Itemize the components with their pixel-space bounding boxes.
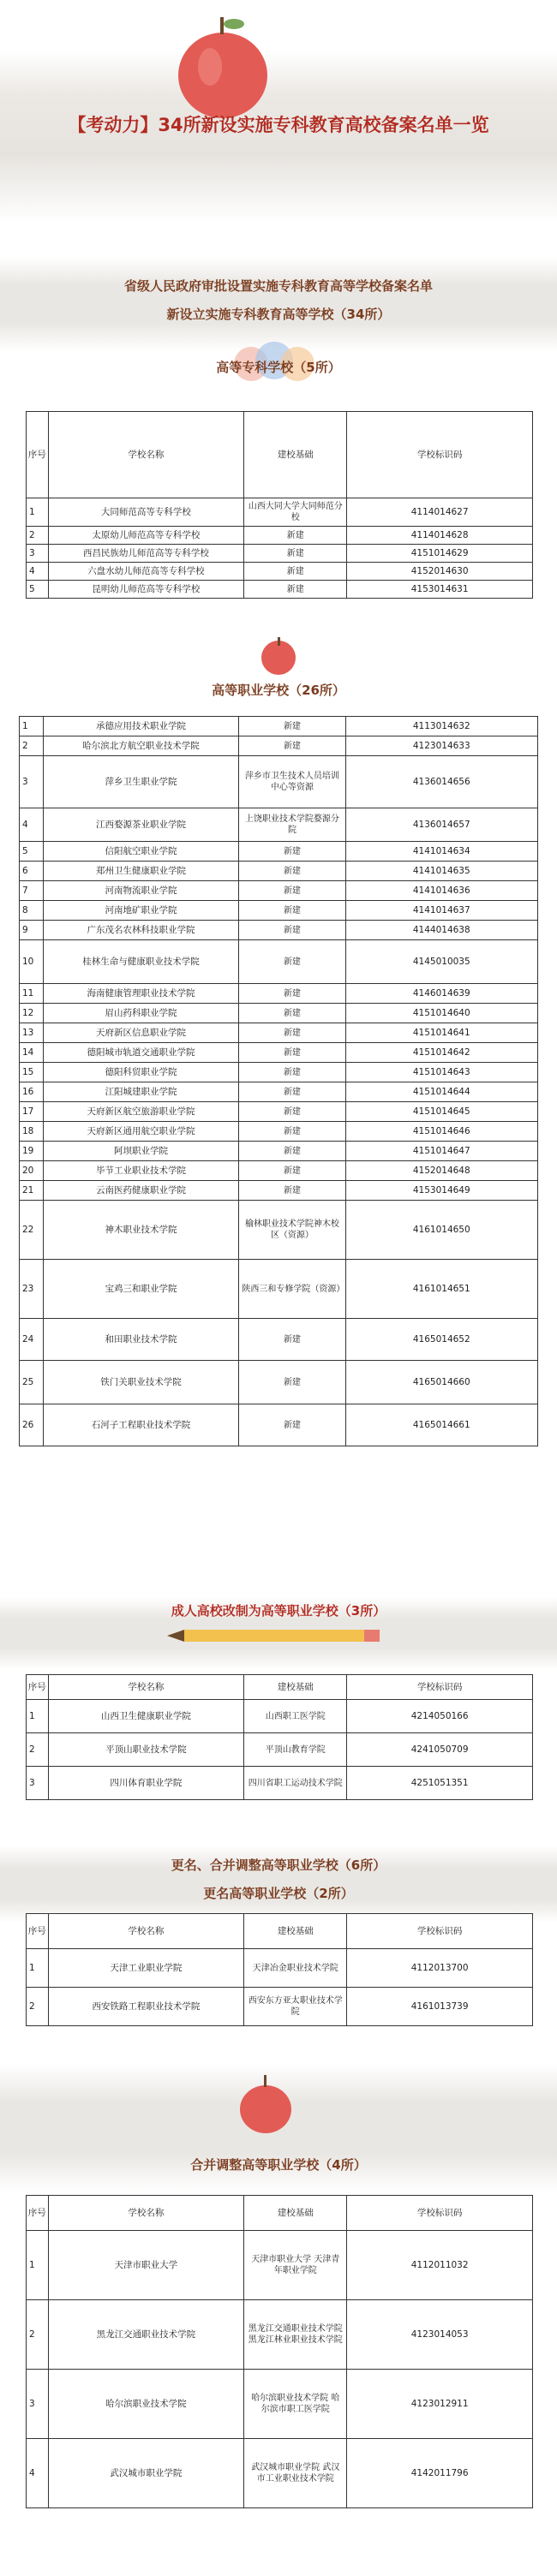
table-row [27, 1733, 533, 1767]
table-header-row [27, 412, 533, 498]
table-cell-name: 山西卫生健康职业学院 [48, 1700, 244, 1733]
table-cell-name: 承德应用技术职业学院 [43, 717, 239, 736]
table-cell-base: 新建 [239, 1102, 345, 1122]
table-cell-name: 阿坝职业学院 [43, 1142, 239, 1161]
table-cell-no: 2 [27, 2300, 49, 2370]
table-cell-code: 4146014639 [345, 984, 537, 1004]
table-row [20, 1142, 538, 1161]
table-cell-code: 4151014646 [345, 1122, 537, 1142]
table-cell-code: 4151014640 [345, 1004, 537, 1023]
table-cell-code: 4214050166 [347, 1700, 533, 1733]
table-cell-name: 江阳城建职业学院 [43, 1082, 239, 1102]
table-cell-no: 13 [20, 1023, 44, 1043]
table-cell-name: 哈尔滨职业技术学院 [48, 2370, 244, 2439]
table-row [20, 808, 538, 842]
apple-icon [176, 9, 270, 120]
table-header-cell: 序号 [27, 412, 49, 498]
table-cell-code: 4114014627 [347, 498, 533, 527]
table-cell-code: 4144014638 [345, 921, 537, 940]
table-cell-base: 新建 [244, 545, 347, 563]
table-cell-base: 新建 [244, 581, 347, 599]
table-cell-base: 平顶山教育学院 [244, 1733, 347, 1767]
table-cell-no: 8 [20, 901, 44, 921]
table-header-cell: 建校基础 [244, 1914, 347, 1949]
table-cell-name: 江西婺源茶业职业学院 [43, 808, 239, 842]
table-cell-code: 4153014649 [345, 1181, 537, 1201]
table-header-cell: 序号 [27, 1914, 49, 1949]
intro-line-2: 新设立实施专科教育高等学校（34所） [166, 307, 391, 322]
table-cell-name: 萍乡卫生职业学院 [43, 756, 239, 808]
table-cell-no: 7 [20, 881, 44, 901]
table-cell-no: 17 [20, 1102, 44, 1122]
page-title: 【考动力】34所新设实施专科教育高校备案名单一览 [68, 115, 489, 135]
table-cell-name: 铁门关职业技术学院 [43, 1361, 239, 1404]
table-cell-no: 15 [20, 1063, 44, 1082]
table-cell-base: 新建 [239, 1181, 345, 1201]
table-cell-code: 4151014643 [345, 1063, 537, 1082]
table-row [20, 1063, 538, 1082]
table-cell-base: 山西大同大学大同师范分校 [244, 498, 347, 527]
table-cell-no: 11 [20, 984, 44, 1004]
table-cell-code: 4165014661 [345, 1404, 537, 1446]
table-cell-no: 24 [20, 1319, 44, 1361]
table-cell-name: 德阳城市轨道交通职业学院 [43, 1043, 239, 1063]
table-cell-base: 新建 [244, 563, 347, 581]
table-cell-code: 4152014630 [347, 563, 533, 581]
table-cell-code: 4151014629 [347, 545, 533, 563]
table-header-cell: 学校名称 [48, 2196, 244, 2231]
table-row [20, 881, 538, 901]
table-cell-no: 4 [27, 563, 49, 581]
table-cell-name: 天府新区航空旅游职业学院 [43, 1102, 239, 1122]
table-cell-no: 5 [20, 842, 44, 862]
table-cell-code: 4153014631 [347, 581, 533, 599]
table-cell-no: 1 [27, 498, 49, 527]
table-cell-code: 4141014637 [345, 901, 537, 921]
table-cell-code: 4141014634 [345, 842, 537, 862]
table-cell-no: 1 [27, 1949, 49, 1988]
table-cell-code: 4123014633 [345, 736, 537, 756]
section-gengming-title: 更名、合并调整高等职业学校（6所） [171, 1857, 386, 1873]
table-row [20, 1004, 538, 1023]
table-header-cell: 学校标识码 [347, 412, 533, 498]
table-cell-no: 19 [20, 1142, 44, 1161]
table-cell-base: 新建 [239, 984, 345, 1004]
section-gengming-subtitle: 更名高等职业学校（2所） [203, 1886, 354, 1901]
table-cell-base: 武汉城市职业学院 武汉市工业职业技术学院 [244, 2439, 347, 2508]
table-cell-name: 太原幼儿师范高等专科学校 [48, 527, 244, 545]
table-cell-no: 25 [20, 1361, 44, 1404]
table-row [20, 940, 538, 984]
header-brush-background [0, 51, 557, 223]
table-row [20, 717, 538, 736]
table-cell-no: 1 [27, 2231, 49, 2300]
table-cell-code: 4161013739 [347, 1988, 533, 2026]
table-cell-base: 新建 [239, 1122, 345, 1142]
table-cell-code: 4141014635 [345, 862, 537, 881]
table-cell-no: 3 [20, 756, 44, 808]
table-cell-code: 4123012911 [347, 2370, 533, 2439]
table-cell-code: 4151014642 [345, 1043, 537, 1063]
table-cell-name: 哈尔滨北方航空职业技术学院 [43, 736, 239, 756]
table-row [27, 1988, 533, 2026]
gaozhi-table [19, 716, 538, 1446]
table-row [20, 756, 538, 808]
table-cell-name: 西安铁路工程职业技术学院 [48, 1988, 244, 2026]
table-cell-no: 2 [27, 1733, 49, 1767]
table-cell-code: 4161014650 [345, 1201, 537, 1260]
table-cell-name: 神木职业技术学院 [43, 1201, 239, 1260]
table-row [20, 1023, 538, 1043]
table-cell-no: 12 [20, 1004, 44, 1023]
table-header-cell: 学校名称 [48, 412, 244, 498]
table-cell-no: 1 [27, 1700, 49, 1733]
table-cell-name: 天津工业职业学院 [48, 1949, 244, 1988]
table-cell-name: 石河子工程职业技术学院 [43, 1404, 239, 1446]
table-cell-code: 4114014628 [347, 527, 533, 545]
table-cell-no: 22 [20, 1201, 44, 1260]
table-cell-no: 2 [20, 736, 44, 756]
section-gaozhuan-title: 高等专科学校（5所） [216, 360, 341, 375]
table-cell-code: 4251051351 [347, 1767, 533, 1800]
table-header-cell: 学校名称 [48, 1914, 244, 1949]
table-cell-code: 4241050709 [347, 1733, 533, 1767]
table-cell-code: 4123014053 [347, 2300, 533, 2370]
gaozhuan-table [26, 411, 533, 599]
apple-watercolor-icon [236, 2068, 296, 2137]
apple-small-icon [257, 634, 300, 677]
table-cell-base: 新建 [239, 842, 345, 862]
table-cell-name: 河南物流职业学院 [43, 881, 239, 901]
table-row [27, 527, 533, 545]
table-header-row [27, 1914, 533, 1949]
table-cell-base: 新建 [239, 940, 345, 984]
table-row [20, 1043, 538, 1063]
table-cell-base: 新建 [239, 862, 345, 881]
table-header-cell: 序号 [27, 1675, 49, 1700]
section-hebing-title: 合并调整高等职业学校（4所） [190, 2157, 367, 2173]
table-cell-code: 4151014644 [345, 1082, 537, 1102]
intro-brush-background [0, 257, 557, 351]
table-row [27, 1767, 533, 1800]
table-cell-code: 4165014660 [345, 1361, 537, 1404]
table-row [27, 2370, 533, 2439]
table-cell-name: 宝鸡三和职业学院 [43, 1260, 239, 1319]
table-row [27, 498, 533, 527]
table-cell-code: 4112011032 [347, 2231, 533, 2300]
table-cell-name: 黑龙江交通职业技术学院 [48, 2300, 244, 2370]
gengming-table [26, 1913, 533, 2026]
table-row [20, 1260, 538, 1319]
table-header-row [27, 2196, 533, 2231]
table-cell-name: 海南健康管理职业技术学院 [43, 984, 239, 1004]
table-cell-no: 18 [20, 1122, 44, 1142]
table-cell-name: 郑州卫生健康职业学院 [43, 862, 239, 881]
pencil-icon [167, 1627, 381, 1644]
table-cell-base: 新建 [239, 1319, 345, 1361]
table-row [20, 1201, 538, 1260]
table-cell-code: 4136014656 [345, 756, 537, 808]
table-cell-name: 西昌民族幼儿师范高等专科学校 [48, 545, 244, 563]
table-cell-name: 信阳航空职业学院 [43, 842, 239, 862]
table-cell-no: 2 [27, 527, 49, 545]
section-gaozhi-title: 高等职业学校（26所） [212, 683, 345, 698]
table-cell-base: 西安东方亚太职业技术学院 [244, 1988, 347, 2026]
table-cell-code: 4152014648 [345, 1161, 537, 1181]
table-cell-no: 5 [27, 581, 49, 599]
table-header-cell: 学校标识码 [347, 1914, 533, 1949]
table-cell-no: 4 [20, 808, 44, 842]
table-cell-name: 武汉城市职业学院 [48, 2439, 244, 2508]
table-cell-base: 天津市职业大学 天津青年职业学院 [244, 2231, 347, 2300]
table-cell-base: 新建 [239, 901, 345, 921]
table-cell-base: 新建 [239, 881, 345, 901]
table-cell-base: 新建 [239, 736, 345, 756]
table-row [27, 1949, 533, 1988]
table-cell-base: 新建 [239, 1161, 345, 1181]
table-row [20, 1361, 538, 1404]
table-header-cell: 学校名称 [48, 1675, 244, 1700]
table-row [20, 1102, 538, 1122]
table-cell-no: 23 [20, 1260, 44, 1319]
table-row [20, 862, 538, 881]
table-cell-name: 桂林生命与健康职业技术学院 [43, 940, 239, 984]
table-cell-base: 新建 [239, 1361, 345, 1404]
table-cell-base: 新建 [239, 1023, 345, 1043]
table-cell-name: 天府新区信息职业学院 [43, 1023, 239, 1043]
table-row [20, 901, 538, 921]
table-row [20, 984, 538, 1004]
table-cell-name: 昆明幼儿师范高等专科学校 [48, 581, 244, 599]
table-cell-base: 新建 [239, 1043, 345, 1063]
table-cell-no: 2 [27, 1988, 49, 2026]
table-cell-no: 10 [20, 940, 44, 984]
table-cell-name: 天津市职业大学 [48, 2231, 244, 2300]
table-cell-no: 3 [27, 545, 49, 563]
table-cell-no: 9 [20, 921, 44, 940]
table-row [20, 1082, 538, 1102]
table-row [27, 563, 533, 581]
table-cell-base: 新建 [239, 921, 345, 940]
intro-line-1: 省级人民政府审批设置实施专科教育高等学校备案名单 [123, 278, 433, 294]
table-cell-code: 4165014652 [345, 1319, 537, 1361]
table-cell-name: 六盘水幼儿师范高等专科学校 [48, 563, 244, 581]
table-cell-base: 新建 [239, 1063, 345, 1082]
table-cell-name: 云南医药健康职业学院 [43, 1181, 239, 1201]
table-row [27, 1700, 533, 1733]
table-row [27, 581, 533, 599]
table-cell-no: 3 [27, 1767, 49, 1800]
table-cell-no: 20 [20, 1161, 44, 1181]
table-cell-code: 4151014645 [345, 1102, 537, 1122]
table-row [20, 1404, 538, 1446]
table-cell-code: 4161014651 [345, 1260, 537, 1319]
table-cell-base: 陕西三和专修学院（资源） [239, 1260, 345, 1319]
table-cell-code: 4142011796 [347, 2439, 533, 2508]
table-cell-base: 上饶职业技术学院婺源分院 [239, 808, 345, 842]
table-cell-code: 4113014632 [345, 717, 537, 736]
table-row [20, 736, 538, 756]
table-cell-base: 新建 [239, 717, 345, 736]
table-cell-name: 和田职业技术学院 [43, 1319, 239, 1361]
table-cell-name: 大同师范高等专科学校 [48, 498, 244, 527]
table-header-cell: 序号 [27, 2196, 49, 2231]
table-cell-no: 1 [20, 717, 44, 736]
table-cell-base: 新建 [239, 1004, 345, 1023]
table-cell-code: 4145010035 [345, 940, 537, 984]
table-cell-base: 黑龙江交通职业技术学院 黑龙江林业职业技术学院 [244, 2300, 347, 2370]
table-header-cell: 建校基础 [244, 1675, 347, 1700]
table-cell-code: 4136014657 [345, 808, 537, 842]
table-row [20, 1122, 538, 1142]
table-cell-base: 山西职工医学院 [244, 1700, 347, 1733]
table-cell-base: 萍乡市卫生技术人员培训中心等资源 [239, 756, 345, 808]
table-cell-base: 新建 [239, 1082, 345, 1102]
table-cell-base: 新建 [239, 1142, 345, 1161]
table-cell-no: 26 [20, 1404, 44, 1446]
table-cell-no: 14 [20, 1043, 44, 1063]
table-row [20, 842, 538, 862]
table-header-cell: 学校标识码 [347, 2196, 533, 2231]
table-cell-code: 4112013700 [347, 1949, 533, 1988]
table-cell-name: 广东茂名农林科技职业学院 [43, 921, 239, 940]
table-cell-code: 4151014641 [345, 1023, 537, 1043]
table-cell-name: 德阳科贸职业学院 [43, 1063, 239, 1082]
table-cell-base: 新建 [239, 1404, 345, 1446]
table-cell-code: 4141014636 [345, 881, 537, 901]
section-chengren-title: 成人高校改制为高等职业学校（3所） [171, 1603, 386, 1619]
table-row [27, 545, 533, 563]
table-header-cell: 建校基础 [244, 412, 347, 498]
table-cell-no: 6 [20, 862, 44, 881]
table-row [20, 1161, 538, 1181]
table-cell-base: 哈尔滨职业技术学院 哈尔滨市职工医学院 [244, 2370, 347, 2439]
table-header-cell: 建校基础 [244, 2196, 347, 2231]
table-cell-no: 16 [20, 1082, 44, 1102]
table-cell-base: 四川省职工运动技术学院 [244, 1767, 347, 1800]
table-row [20, 1319, 538, 1361]
table-row [27, 2231, 533, 2300]
chengren-table [26, 1674, 533, 1800]
table-cell-base: 天津冶金职业技术学院 [244, 1949, 347, 1988]
table-row [20, 1181, 538, 1201]
table-cell-name: 平顶山职业技术学院 [48, 1733, 244, 1767]
table-cell-base: 榆林职业技术学院神木校区（资源） [239, 1201, 345, 1260]
table-cell-name: 毕节工业职业技术学院 [43, 1161, 239, 1181]
hebing-table [26, 2195, 533, 2508]
table-cell-name: 河南地矿职业学院 [43, 901, 239, 921]
table-cell-no: 21 [20, 1181, 44, 1201]
table-cell-code: 4151014647 [345, 1142, 537, 1161]
table-cell-no: 3 [27, 2370, 49, 2439]
table-cell-name: 眉山药科职业学院 [43, 1004, 239, 1023]
table-cell-name: 天府新区通用航空职业学院 [43, 1122, 239, 1142]
table-header-cell: 学校标识码 [347, 1675, 533, 1700]
table-row [27, 2439, 533, 2508]
table-row [20, 921, 538, 940]
table-cell-base: 新建 [244, 527, 347, 545]
table-cell-name: 四川体育职业学院 [48, 1767, 244, 1800]
table-cell-no: 4 [27, 2439, 49, 2508]
table-row [27, 2300, 533, 2370]
table-header-row [27, 1675, 533, 1700]
